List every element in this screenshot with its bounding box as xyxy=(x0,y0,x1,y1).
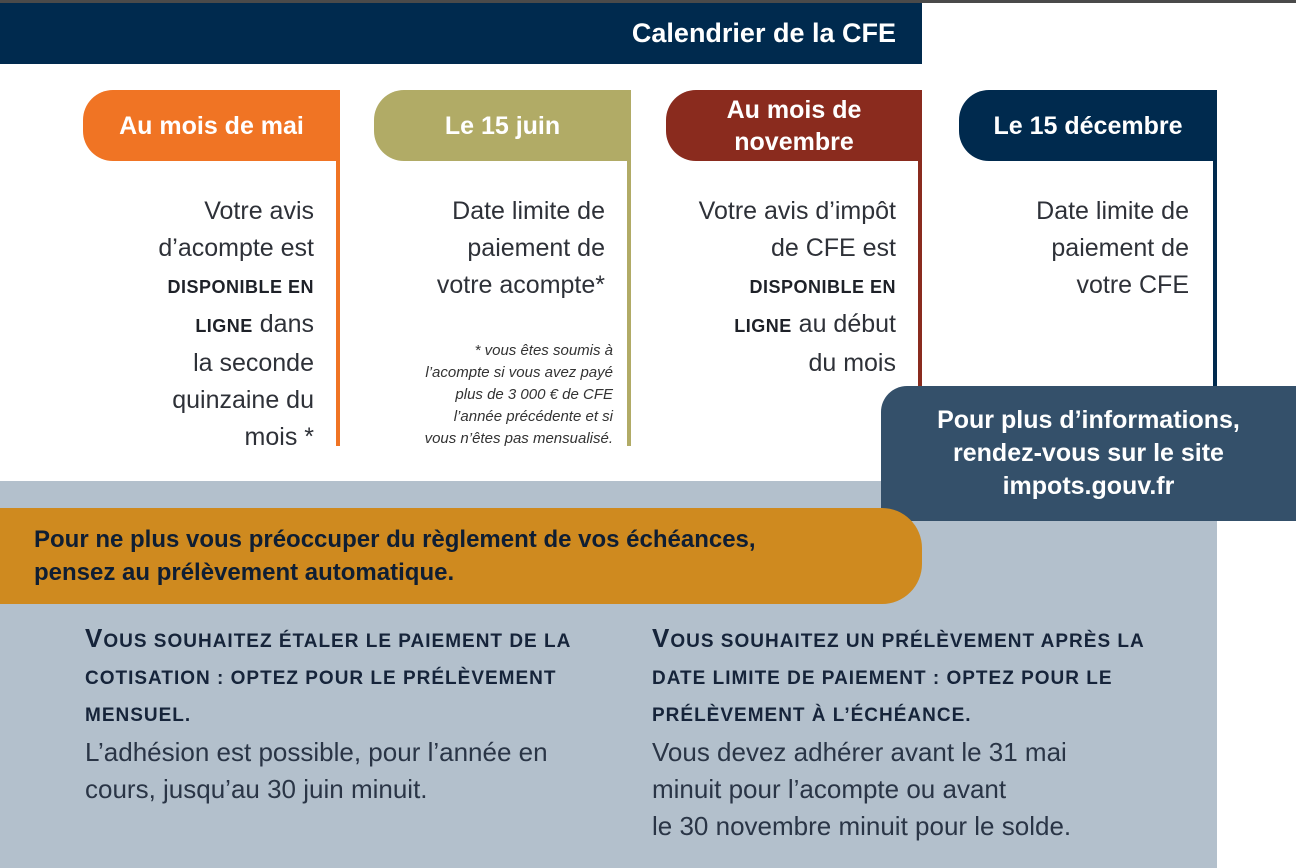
column-november xyxy=(666,90,922,390)
calendar-title: Calendrier de la CFE xyxy=(631,18,896,48)
option-title: COTISATION : OPTEZ POUR LE PRÉLÈVEMENT xyxy=(85,668,557,689)
column-december-description: Date limite de paiement de votre CFE xyxy=(1036,197,1189,299)
column-november-description: Votre avis d’impôt de CFE est DISPONIBLE EN LIGNE au début du mois xyxy=(698,197,896,377)
highlight-text: DISPONIBLE EN xyxy=(749,277,896,297)
highlight-text: DISPONIBLE EN xyxy=(167,277,314,297)
option-body: le 30 novembre minuit pour le solde. xyxy=(652,811,1072,841)
tab-december: Le 15 décembre xyxy=(959,90,1217,161)
calendar-header xyxy=(0,3,922,64)
option-due-date xyxy=(652,620,1212,845)
column-june xyxy=(374,90,631,446)
option-monthly xyxy=(85,620,625,808)
footnote: * vous êtes soumis à l’acompte si vous avez payé plus de 3 000 € de CFE l’année précédente et si vous n’êtes pas mensualisé. xyxy=(424,342,613,447)
column-may-description: Votre avis d’acompte est DISPONIBLE EN LIGNE dans la seconde quinzaine du mois * xyxy=(158,197,314,451)
option-title: MENSUEL. xyxy=(85,705,192,726)
option-body: L’adhésion est possible, pour l’année en xyxy=(85,737,548,767)
website-link[interactable]: impots.gouv.fr xyxy=(1002,472,1175,500)
highlight-text: LIGNE xyxy=(195,316,253,336)
option-title: DATE LIMITE DE PAIEMENT : OPTEZ POUR LE xyxy=(652,668,1113,689)
tab-november: Au mois de novembre xyxy=(666,90,922,161)
highlight-text: LIGNE xyxy=(734,316,792,336)
tab-may: Au mois de mai xyxy=(83,90,340,161)
option-title: VOUS SOUHAITEZ ÉTALER LE PAIEMENT DE LA xyxy=(85,623,572,653)
column-december xyxy=(959,90,1217,390)
column-june-description: Date limite de paiement de votre acompte* xyxy=(436,197,605,299)
automatic-debit-banner: Pour ne plus vous préoccuper du règlement de vos échéances, pensez au prélèvement automatique. xyxy=(0,508,922,604)
info-box: Pour plus d’informations, rendez-vous sur le site impots.gouv.fr xyxy=(881,386,1296,521)
tab-june: Le 15 juin xyxy=(374,90,631,161)
option-body: Vous devez adhérer avant le 31 mai xyxy=(652,737,1067,767)
option-title: PRÉLÈVEMENT À L’ÉCHÉANCE. xyxy=(652,705,972,726)
column-may xyxy=(83,90,340,451)
option-body: cours, jusqu’au 30 juin minuit. xyxy=(85,774,428,804)
option-title: VOUS SOUHAITEZ UN PRÉLÈVEMENT APRÈS LA xyxy=(652,623,1145,653)
option-body: minuit pour l’acompte ou avant xyxy=(652,774,1007,804)
